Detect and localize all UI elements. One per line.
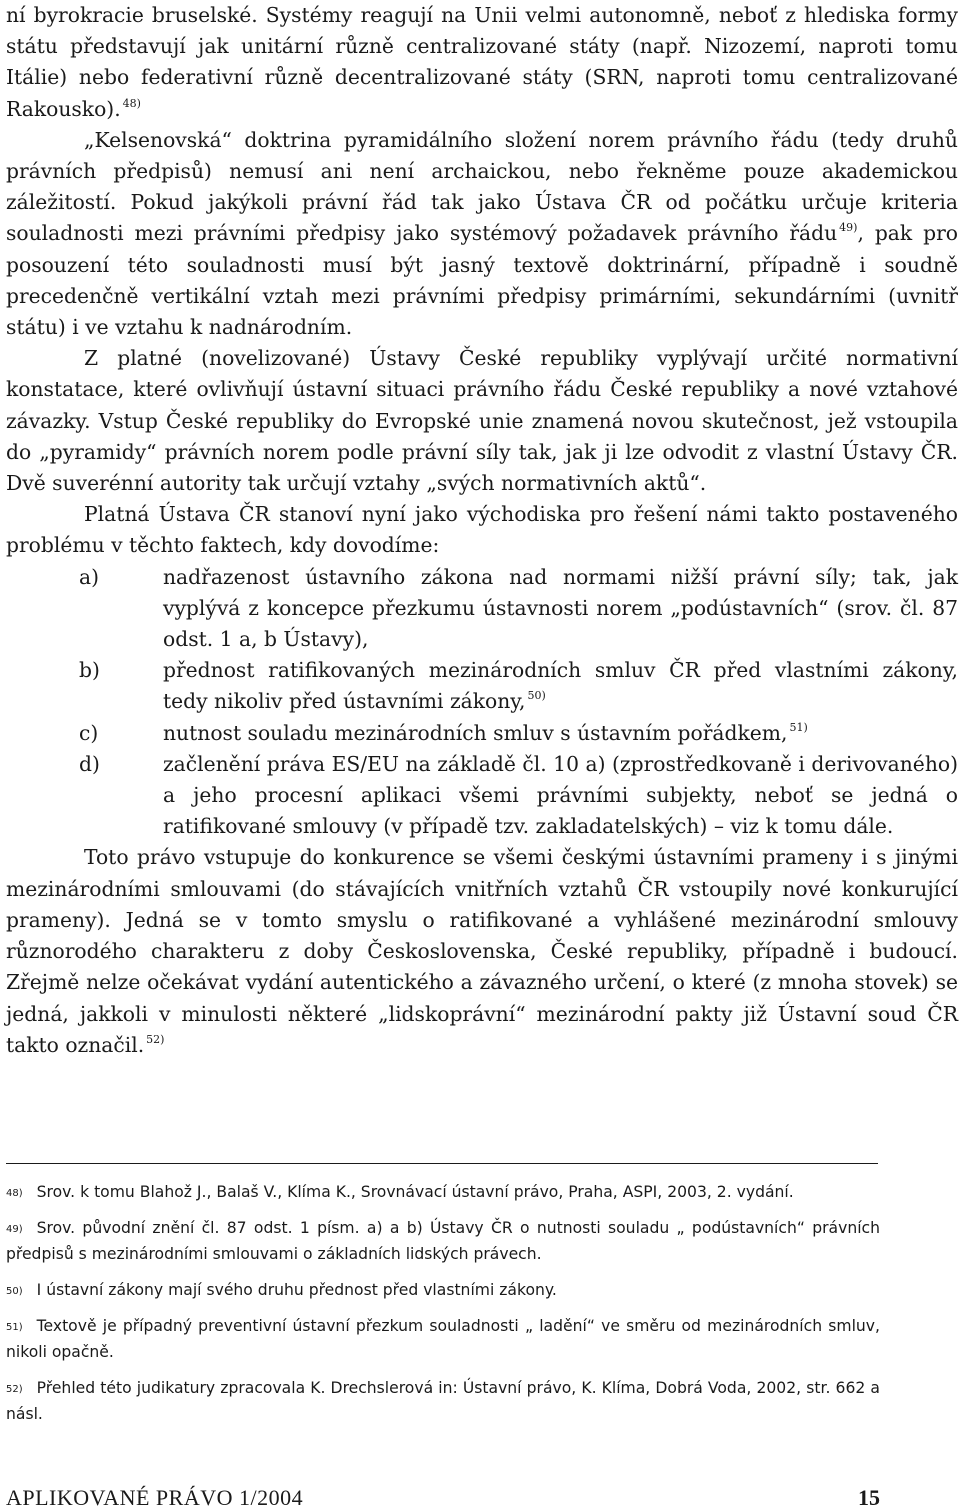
list-marker: a) bbox=[79, 564, 100, 589]
footnote-49 bbox=[6, 1215, 880, 1267]
paragraph-5 bbox=[6, 842, 958, 1060]
footnote-ref-51: 51) bbox=[789, 720, 808, 734]
paragraph-2-text-b: , pak pro posouzení této souladnosti musí být jasný textově doktrinární, případně i soudně precedenčně vertikální vztah mezi právními předpisy primárními, sekundárními (uvnitř státu) i ve vztahu k nadnárodním. bbox=[6, 221, 958, 340]
footnote-number: 50) bbox=[6, 1286, 23, 1297]
footnote-number: 51) bbox=[6, 1322, 23, 1333]
footnote-ref-48: 48) bbox=[122, 96, 141, 110]
footnotes bbox=[6, 1179, 880, 1437]
footnote-number: 48) bbox=[6, 1188, 23, 1199]
footnote-divider bbox=[6, 1163, 878, 1164]
footnote-text: Srov. původní znění čl. 87 odst. 1 písm. a) a b) Ústavy ČR o nutnosti souladu „ podústavních“ právních předpisů s mezinárodními smlouvami o základních lidských právech. bbox=[6, 1219, 880, 1263]
paragraph-2 bbox=[6, 125, 958, 343]
footnote-text: Textově je případný preventivní ústavní přezkum souladnosti „ ladění“ ve směru od mezinárodních smluv, nikoli opačně. bbox=[6, 1317, 880, 1361]
footnote-number: 52) bbox=[6, 1384, 23, 1395]
footnote-51 bbox=[6, 1313, 880, 1365]
list-marker: c) bbox=[79, 720, 99, 745]
paragraph-5-text: Toto právo vstupuje do konkurence se všemi českými ústavními prameny i s jinými mezinárodními smlouvami (do stávajících vnitřních vztahů ČR vstoupily nové konkurující prameny). Jedná se v tomto smyslu o ratifikované a vyhlášené mezinárodní smlouvy různorodého charakteru z doby Československa, České republiky, případně i budoucí. Zřejmě nelze očekávat vydání autentického a závazného určení, o které (z mnoha stovek) se jedná, jakkoli v minulosti některé „lidskoprávní“ mezinárodní pakty již Ústavní soud ČR takto označil. bbox=[6, 845, 958, 1057]
list-item bbox=[6, 562, 958, 656]
list-item-text: začlenění práva ES/EU na základě čl. 10 a) (zprostředkovaně i derivovaného) a jeho procesní aplikaci všemi právními subjekty, neboť se jedná o ratifikované smlouvy (v případě tzv. zakladatelských) – viz k tomu dále. bbox=[163, 751, 958, 839]
list-item-text: nadřazenost ústavního zákona nad normami nižší právní síly; tak, jak vyplývá z koncepce přezkumu ústavnosti norem „podústavních“ (srov. čl. 87 odst. 1 a, b Ústavy), bbox=[163, 564, 958, 652]
footnote-number: 49) bbox=[6, 1224, 23, 1235]
paragraph-2-text-a: „Kelsenovská“ doktrina pyramidálního složení norem právního řádu (tedy druhů právních předpisů) nemusí ani není archaickou, nebo řekněme pouze akademickou záležitostí. Pokud jakýkoli právní řád tak jako Ústava ČR od počátku určuje kriteria souladnosti mezi právními předpisy jako systémový požadavek právního řádu bbox=[6, 127, 958, 246]
list-item-text: přednost ratifikovaných mezinárodních smluv ČR před vlastními zákony, tedy nikoliv před ústavními zákony, bbox=[163, 658, 958, 714]
footnote-ref-50: 50) bbox=[527, 689, 546, 703]
list-marker: b) bbox=[79, 658, 100, 683]
main-text bbox=[6, 0, 958, 1061]
paragraph-1 bbox=[6, 0, 958, 125]
page-footer bbox=[6, 1486, 880, 1510]
list-item bbox=[6, 749, 958, 843]
footnote-48 bbox=[6, 1179, 880, 1205]
list-item bbox=[6, 718, 958, 749]
journal-title: APLIKOVANÉ PRÁVO 1/2004 bbox=[6, 1485, 304, 1510]
paragraph-3: Z platné (novelizované) Ústavy České republiky vyplývají určité normativní konstatace, které ovlivňují ústavní situaci právního řádu České republiky a nové vztahové závazky. Vstup České republiky do Evropské unie znamená novou skutečnost, jež vstoupila do „pyramidy“ právních norem podle právní síly tak, jak ji lze odvodit z vlastní Ústavy ČR. Dvě suverénní autority tak určují vztahy „svých normativních aktů“. bbox=[6, 346, 958, 496]
footnote-text: I ústavní zákony mají svého druhu přednost před vlastními zákony. bbox=[36, 1281, 557, 1299]
enumerated-list bbox=[6, 562, 958, 843]
footnote-ref-49: 49) bbox=[839, 221, 858, 235]
footnote-52 bbox=[6, 1375, 880, 1427]
list-item bbox=[6, 655, 958, 717]
paragraph-4: Platná Ústava ČR stanoví nyní jako východiska pro řešení námi takto postaveného problému v těchto faktech, kdy dovodíme: bbox=[6, 502, 958, 558]
page-number: 15 bbox=[858, 1485, 880, 1510]
footnote-text: Přehled této judikatury zpracovala K. Drechslerová in: Ústavní právo, K. Klíma, Dobrá Voda, 2002, str. 662 a násl. bbox=[6, 1379, 880, 1423]
footnote-text: Srov. k tomu Blahož J., Balaš V., Klíma K., Srovnávací ústavní právo, Praha, ASPI, 2003, 2. vydání. bbox=[36, 1183, 794, 1201]
footnote-ref-52: 52) bbox=[146, 1032, 165, 1046]
list-marker: d) bbox=[79, 751, 100, 776]
footnote-50 bbox=[6, 1277, 880, 1303]
list-item-text: nutnost souladu mezinárodních smluv s ústavním pořádkem, bbox=[163, 720, 788, 745]
page-body bbox=[6, 0, 958, 1061]
paragraph-1-text: ní byrokracie bruselské. Systémy reagují na Unii velmi autonomně, neboť z hlediska formy státu představují jak unitární různě centralizované státy (např. Nizozemí, naproti tomu Itálie) nebo federativní různě decentralizované státy (SRN, naproti tomu centralizované Rakousko). bbox=[6, 3, 958, 121]
